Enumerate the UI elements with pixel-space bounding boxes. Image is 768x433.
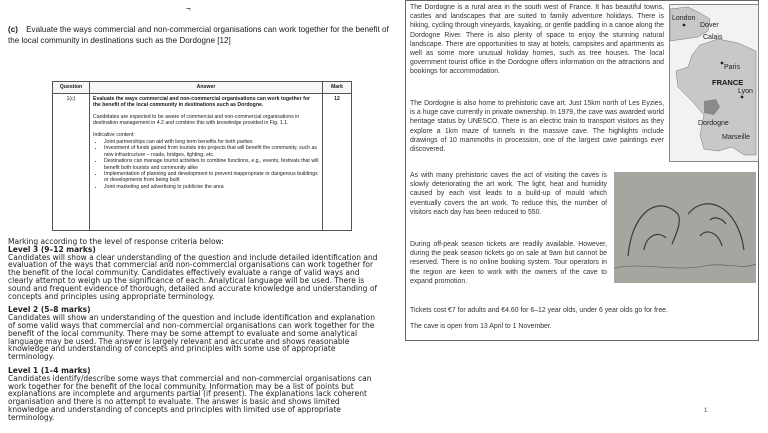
cell-mark: 12	[323, 94, 352, 231]
map-label-lyon: Lyon	[738, 88, 753, 95]
mark-scheme-table	[52, 81, 352, 231]
cave-art-photo	[614, 172, 756, 283]
level-text: Candidates identify/describe some ways that commercial and non-commercial organisations can work together for the benefit of the local community. Information may be a list of points but explanations are incomplete and arguments partial (if present). The explanations lack coherent organisation and there is no attempt to evaluate. The answer is basic and shows limited knowledge and understanding of concepts and principles with limited use of appropriate terminology.	[8, 373, 372, 422]
paris-marker	[721, 62, 724, 65]
case-study-paragraph-3: As with many prehistoric caves the act of visiting the caves is slowly deteriorating the art work. The light, heat and humidity caused by each visit leads to a build-up of mould which eventually covers the art work. To reduce this, the number of visitors each day has been reduced to 550.	[410, 172, 607, 216]
case-study-paragraph-4: During off-peak season tickets are readily available. However, during the peak season tickets go on sale at 9am but cannot be reserved. There is no online booking system. Tour operators in the region are keen to work with the owners of the cave to expand promotion.	[410, 241, 607, 285]
level-heading: Level 3 (9–12 marks)	[8, 244, 96, 254]
opening-dates: The cave is open from 13 April to 1 November.	[410, 323, 552, 330]
list-item: • Joint partnerships can aid with long term benefits for both parties	[104, 139, 319, 145]
level-text: Candidates will show an understanding of the question and include identification and explanation of some valid ways that commercial and non-commercial organisations can work together for the benefit of the local community. There may be some attempt to evaluate and some analytical language may be used. The answer is largely relevant and accurate and shows reasonable knowledge and understanding of concepts and principles with some use of appropriate terminology.	[8, 313, 375, 362]
answer-title: Evaluate the ways commercial and non-commercial organisations can work together for the benefit of the local community in destinations such as Dordogne.	[93, 96, 311, 109]
level-1	[8, 367, 378, 422]
list-item: • Implementation of planning and development to prevent inappropriate or dangerous buildings or developments from being built	[104, 171, 319, 184]
level-text: Candidates will show a clear understanding of the question and include detailed identification and evaluation of the ways that commercial and non-commercial organisations can work together for the benefit of the local community. Candidates effectively evaluate a range of valid ways and clearly attempt to weigh up the significance of each. Analytical language will be used. There is sound and frequent evidence of thorough, detailed and accurate knowledge and understanding of concepts and principles using appropriate terminology.	[8, 252, 378, 301]
indicative-list	[93, 139, 319, 190]
header-question: Question	[53, 82, 90, 94]
answer-paragraph: Candidates are expected to be aware of commercial and non-commercial organisations in destination management in 4.2 and combine this with knowledge provided in Fig. 1.1.	[93, 113, 300, 127]
map-label-london: London	[672, 15, 696, 22]
cell-answer	[90, 94, 323, 231]
levels-intro: Marking according to the level of response criteria below:	[8, 237, 224, 246]
table-row	[53, 94, 352, 231]
exam-question	[8, 25, 398, 46]
level-2	[8, 306, 378, 361]
map-label-marseille: Marseille	[722, 134, 751, 141]
level-heading: Level 1 (1–4 marks)	[8, 365, 91, 375]
level-criteria	[8, 238, 378, 422]
map-label-paris: Paris	[724, 64, 740, 71]
lyon-marker	[741, 96, 744, 99]
header-answer: Answer	[90, 82, 323, 94]
map-label-dordogne: Dordogne	[698, 120, 729, 127]
case-study-paragraph-1: The Dordogne is a rural area in the south west of France. It has beautiful towns, castles and landscapes that are suited to family adventure holidays. There is hiking, cycling through vineyards, kayaking, or gentle paddling in a canoe along the Dordogne River. There is also plenty of space to enjoy the stunning natural landscape. There are opportunities to stay at hotels, campsites and apartments as well as some more unusual holiday homes, such as tree houses. The local government tourist office in the Dordogne offers information on the attractions and bookings for accommodation.	[410, 4, 664, 76]
map-label-calais: Calais	[703, 34, 723, 41]
case-study-paragraph-2: The Dordogne is also home to prehistoric cave art. Just 15km north of Les Eyzies, is a huge cave currently in private ownership. In 1979, the cave was awarded world heritage status by UNESCO. There is an electric train to transport visitors as they explore a 1km maze of tunnels in the massive cave. The highlights include drawings of 10 mammoths in procession, one of the largest cave paintings ever discovered.	[410, 100, 664, 154]
question-marks: [12]	[217, 35, 231, 45]
level-3	[8, 246, 378, 301]
header-mark: Mark	[323, 82, 352, 94]
ticket-prices: Tickets cost €7 for adults and €4.60 for 6–12 year olds, under 6 year olds go for free.	[410, 307, 668, 314]
list-item: • Destinations can manage tourist activities to combine functions, e.g., events, festivals that will benefit both tourists and community alike	[104, 158, 319, 171]
indicative-label: Indicative content:	[93, 131, 135, 138]
list-item: • Joint marketing and advertising to publicise the area	[104, 184, 319, 190]
map-label-france: FRANCE	[712, 78, 744, 87]
cell-question: 1(c)	[53, 94, 90, 231]
mark-scheme-header-row	[53, 82, 352, 94]
map-label-dover: Dover	[700, 22, 719, 29]
list-item: • Investment of funds gained from tourists into projects that will benefit the community, such as new infrastructure – roads, bridges, lighting, etc.	[104, 145, 319, 158]
page-number: 1	[704, 408, 708, 414]
question-text: Evaluate the ways commercial and non-commercial organisations can work together for the benefit of the local community in destinations such as the Dordogne	[8, 25, 389, 45]
stray-tick-mark: ¬	[186, 4, 191, 13]
question-number: (c)	[8, 25, 18, 34]
france-map	[669, 4, 759, 162]
london-marker	[683, 24, 686, 27]
level-heading: Level 2 (5–8 marks)	[8, 305, 91, 315]
